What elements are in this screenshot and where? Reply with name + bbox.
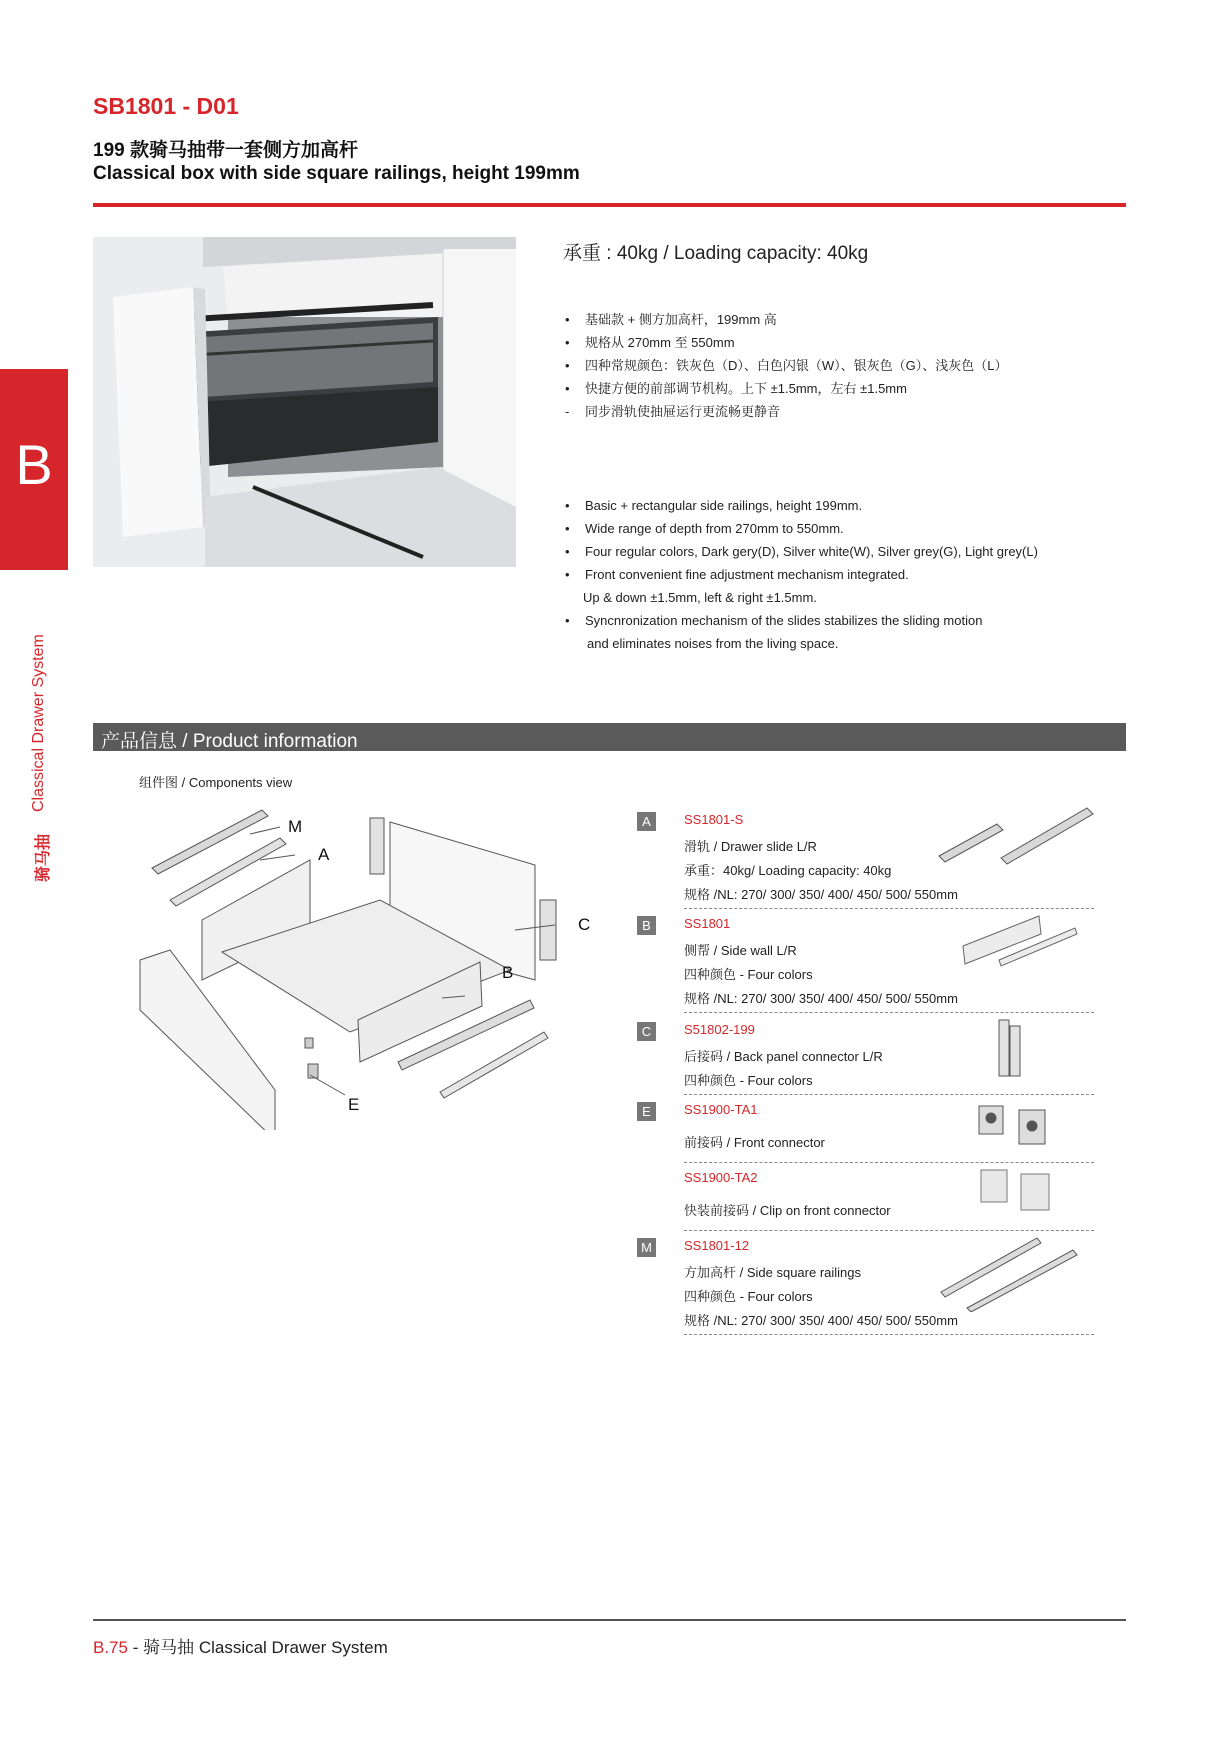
part-line: 四种颜色 - Four colors bbox=[684, 1289, 813, 1304]
callout-b: B bbox=[502, 963, 514, 982]
section-name-chinese: 骑马抽 bbox=[35, 833, 52, 882]
part-line: 方加高杆 / Side square railings bbox=[684, 1265, 862, 1280]
part-line: 前接码 / Front connector bbox=[684, 1135, 825, 1150]
part-line: 快装前接码 / Clip on front connector bbox=[684, 1203, 891, 1218]
part-line: 后接码 / Back panel connector L/R bbox=[684, 1049, 883, 1064]
part-line: 侧帮 / Side wall L/R bbox=[684, 943, 797, 958]
components-exploded-diagram bbox=[130, 800, 620, 1130]
part-code: SS1801-12 bbox=[684, 1238, 750, 1253]
callout-a: A bbox=[318, 845, 330, 864]
feature-item-continued: and eliminates noises from the living space. bbox=[587, 636, 839, 651]
part-line: 规格 /NL: 270/ 300/ 350/ 400/ 450/ 500/ 550mm bbox=[684, 1313, 958, 1328]
feature-item: • 快捷方便的前部调节机构。上下 ±1.5mm，左右 ±1.5mm bbox=[563, 377, 1008, 400]
part-line: 规格 /NL: 270/ 300/ 350/ 400/ 450/ 500/ 550mm bbox=[684, 887, 958, 902]
part-ta2 bbox=[637, 1170, 1097, 1234]
part-code: S51802-199 bbox=[684, 1022, 755, 1037]
footer-rule bbox=[93, 1619, 1126, 1621]
part-e bbox=[637, 1102, 1097, 1166]
part-code: SS1900-TA2 bbox=[684, 1170, 758, 1185]
part-tag: B bbox=[637, 916, 656, 935]
side-railings-image bbox=[937, 1232, 1081, 1312]
page-number: B.75 bbox=[93, 1638, 128, 1657]
drawer-product-photo bbox=[93, 237, 516, 567]
part-tag: E bbox=[637, 1102, 656, 1121]
section-letter: B bbox=[15, 433, 53, 496]
part-line: 四种颜色 - Four colors bbox=[684, 1073, 813, 1088]
part-a bbox=[637, 812, 1097, 912]
features-english bbox=[563, 494, 1038, 655]
feature-item: • Basic + rectangular side railings, height 199mm. bbox=[563, 494, 1038, 517]
feature-item: • 四种常规颜色：铁灰色（D）、白色闪银（W）、银灰色（G）、浅灰色（L） bbox=[563, 354, 1008, 377]
feature-item: • Four regular colors, Dark gery(D), Silver white(W), Silver grey(G), Light grey(L) bbox=[563, 540, 1038, 563]
side-wall-image bbox=[959, 910, 1079, 968]
feature-item: - 同步滑轨使抽屉运行更流畅更静音 bbox=[563, 400, 1008, 423]
clip-front-connector-image bbox=[975, 1166, 1059, 1218]
feature-item: • Syncnronization mechanism of the slides stabilizes the sliding motion bbox=[563, 609, 1038, 632]
section-name-english: Classical Drawer System bbox=[30, 634, 47, 812]
part-tag: A bbox=[637, 812, 656, 831]
part-code: SS1801 bbox=[684, 916, 731, 931]
feature-item-continued: Up & down ±1.5mm, left & right ±1.5mm. bbox=[583, 590, 817, 605]
product-code: SB1801 - D01 bbox=[93, 93, 239, 119]
callout-m: M bbox=[288, 817, 303, 836]
part-line: 规格 /NL: 270/ 300/ 350/ 400/ 450/ 500/ 550mm bbox=[684, 991, 958, 1006]
title-english: Classical box with side square railings, height 199mm bbox=[93, 163, 580, 184]
product-info-label: 产品信息 / Product information bbox=[101, 731, 358, 752]
page-footer bbox=[93, 1633, 388, 1658]
part-b bbox=[637, 916, 1097, 1016]
part-c bbox=[637, 1022, 1097, 1098]
part-code: SS1900-TA1 bbox=[684, 1102, 758, 1117]
feature-item: • 基础款 + 侧方加高杆，199mm 高 bbox=[563, 308, 1008, 331]
feature-item: • 规格从 270mm 至 550mm bbox=[563, 331, 1008, 354]
part-m bbox=[637, 1238, 1097, 1338]
back-connector-image bbox=[997, 1018, 1023, 1080]
components-view-label: 组件图 / Components view bbox=[139, 775, 293, 790]
part-line: 四种颜色 - Four colors bbox=[684, 967, 813, 982]
part-line: 滑轨 / Drawer slide L/R bbox=[684, 839, 817, 854]
part-line: 承重：40kg/ Loading capacity: 40kg bbox=[684, 863, 892, 878]
part-tag: M bbox=[637, 1238, 656, 1257]
part-code: SS1801-S bbox=[684, 812, 744, 827]
callout-e: E bbox=[348, 1095, 360, 1114]
title-chinese: 199 款骑马抽带一套侧方加高杆 bbox=[93, 140, 358, 161]
callout-c: C bbox=[578, 915, 591, 934]
load-capacity: 承重 : 40kg / Loading capacity: 40kg bbox=[563, 243, 869, 264]
drawer-slide-image bbox=[937, 804, 1095, 868]
front-connector-image bbox=[975, 1100, 1055, 1150]
feature-item: • Wide range of depth from 270mm to 550mm. bbox=[563, 517, 1038, 540]
header-rule bbox=[93, 203, 1126, 207]
feature-item: • Front convenient fine adjustment mechanism integrated. bbox=[563, 563, 1038, 586]
features-chinese bbox=[563, 308, 1008, 423]
footer-text: - 骑马抽 Classical Drawer System bbox=[127, 1638, 388, 1657]
part-tag: C bbox=[637, 1022, 656, 1041]
